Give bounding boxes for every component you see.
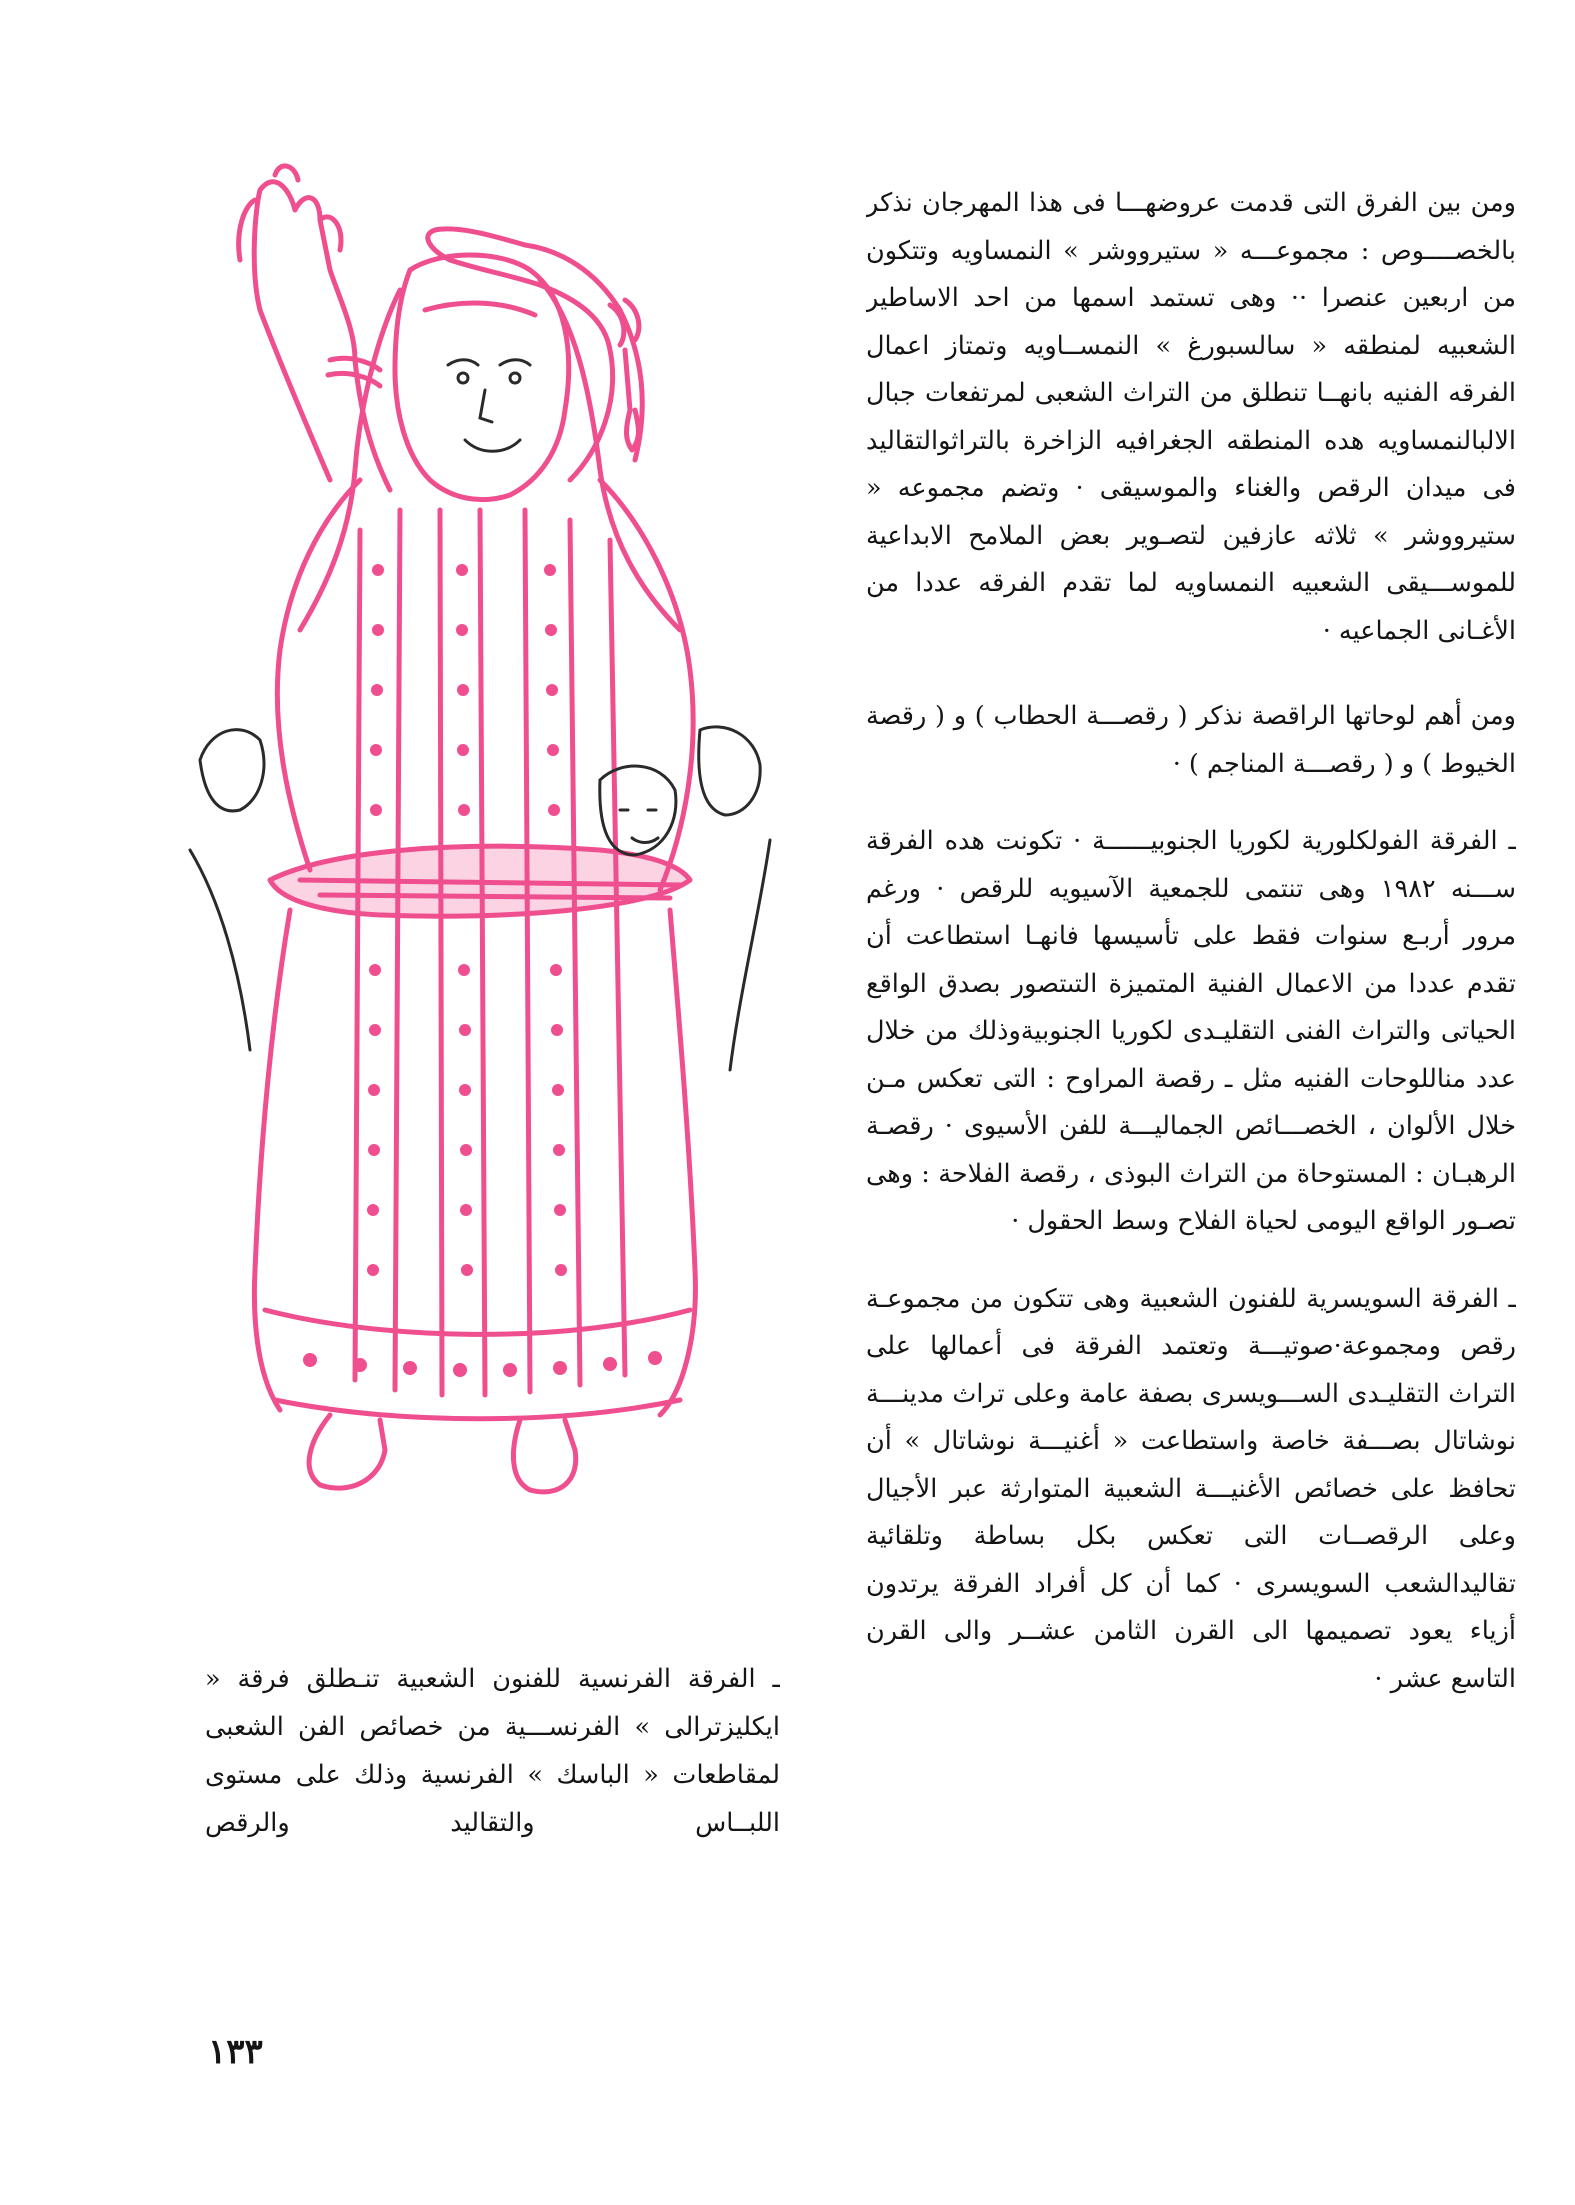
paragraph-korean-troupe: ـ الفرقة الفولكلورية لكوريا الجنوبيــــــة · تكونت هده الفرقة ســـنه ١٩٨٢ وهى تنتمى للجمعية الآسيويه للرقص · ورغم مرور أربـع سنوات فقط على تأسيسها فانهـا استطاعت أن تقدم عددا من الاعمال الفنية المتميزة التىتصور بصدق الواقع الحياتى والتراث الفنى التقليـدى لكوريا الجنوبيةوذلك من خلال عدد مناللوحات الفنيه مثل ـ رقصة المراوح : التى تعكس مـن خلال الألوان ، الخصـــائص الجماليـــة للفن الأسيوى · رقصـة الرهبـان : المستوحاة من التراث البوذى ، رقصة الفلاحة : وهى تصـور الواقع اليومى لحياة الفلاح وسط الحقول · bbox=[866, 826, 1516, 1236]
page-number: ١٣٣ bbox=[208, 2032, 263, 2072]
paragraph-french-troupe: ـ الفرقة الفرنسية للفنون الشعبية تنـطلق فرقة « ايكليزترالى » الفرنســـية من خصائص الفن الشعبى لمقاطعات « الباسك » الفرنسية وذلك على مستوى اللبــاس والتقاليد والرقص bbox=[205, 1664, 780, 1838]
right-text-column bbox=[866, 180, 1516, 2000]
paragraph-austrian-dances: ومن أهم لوحاتها الراقصة نذكر ( رقصـــة الحطاب ) و ( رقصة الخيوط ) و ( رقصـــة المناجم ) · bbox=[866, 701, 1516, 779]
paragraph-austrian-troupe: ومن بين الفرق التى قدمت عروضهـــا فى هذا المهرجان نذكر بالخصــــوص : مجموعـــه « ستيرووشر » النمساويه وتتكون من اربعين عنصرا ·· وهى تستمد اسمها من احد الاساطير الشعبيه لمنطقه « سالسبورغ » النمســاويه وتمتاز اعمال الفرقه الفنيه بانهــا تنطلق من التراث الشعبى لمرتفعات جبال الالبالنمساويه هده المنطقه الجغرافيه الزاخرة بالتراثوالتقاليد فى ميدان الرقص والغناء والموسيقى · وتضم مجموعه « ستيرووشر » ثلاثه عازفين لتصـوير بعض الملامح الابداعية للموســـيقى الشعبيه النمساويه لما تقدم الفرقه عددا من الأغـانى الجماعيه · bbox=[866, 188, 1516, 646]
dancer-drawing bbox=[180, 150, 780, 1520]
paragraph-swiss-troupe: ـ الفرقة السويسرية للفنون الشعبية وهى تتكون من مجموعـة رقص ومجموعة·صوتيـــة وتعتمد الفرقة فى أعمالها على التراث التقليـدى الســـويسرى بصفة عامة وعلى تراث مدينـــة نوشاتال بصـــفة خاصة واستطاعت « أغنيـــة نوشاتال » أن تحافظ على خصائص الأغنيـــة الشعبية المتوارثة عبر الأجيال وعلى الرقصــات التى تعكس بكل بساطة وتلقائية تقاليدالشعب السويسرى · كما أن كل أفراد الفرقة يرتدون أزياء يعود تصميمها الى القرن الثامن عشــر والى القرن التاسع عشر · bbox=[866, 1283, 1516, 1694]
dancer-illustration bbox=[180, 150, 780, 1520]
left-text-column bbox=[205, 1655, 780, 1847]
